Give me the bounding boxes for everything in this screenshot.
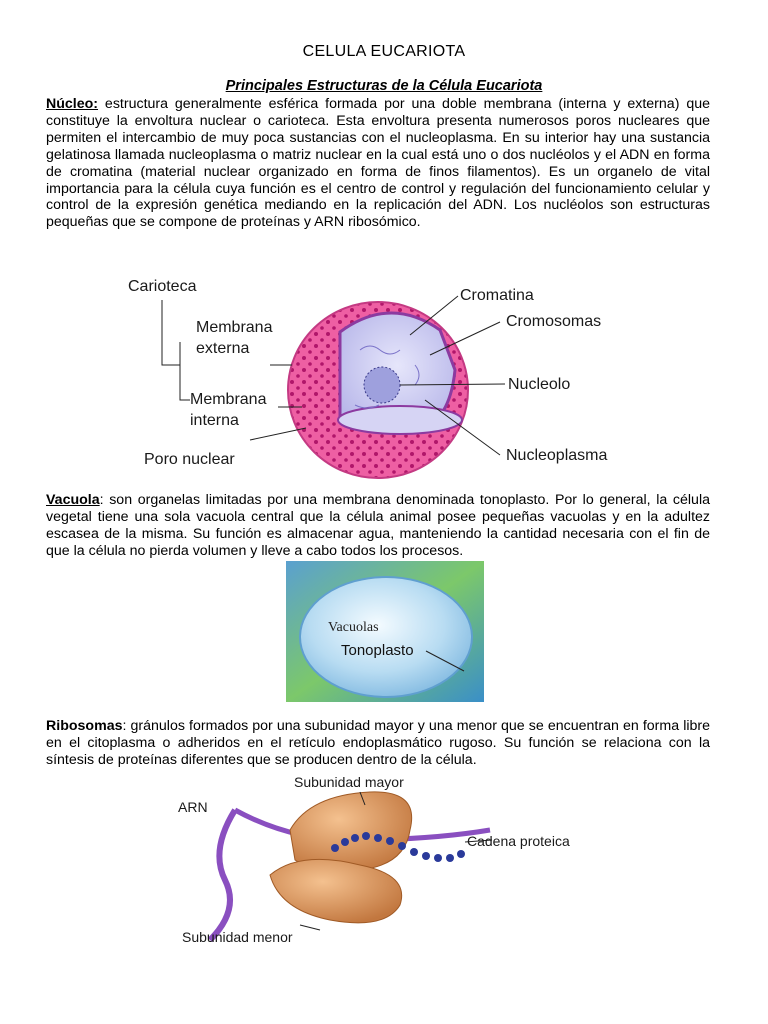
- label-vacuolas: Vacuolas: [328, 620, 379, 635]
- label-cadena-proteica: Cadena proteica: [467, 833, 570, 849]
- nucleo-term: Núcleo:: [46, 96, 99, 112]
- vacuola-text: : son organelas limitadas por una membrana denominada tonoplasto. Por lo general, la célula vegetal tiene una sola vacuola central que la célula animal posee pequeñas vacuolas y en la adultez escasea de la misma. Su función es almacenar agua, manteniendo la cantidad necesaria con el fin de que la célula no pierda volumen y lleve a cabo todos los procesos.: [46, 492, 710, 559]
- nucleus-diagram: [120, 270, 640, 485]
- label-carioteca: Carioteca: [128, 278, 197, 295]
- label-membrana-externa-2: externa: [196, 340, 250, 357]
- small-subunit: [270, 859, 402, 922]
- ribosomas-term: Ribosomas: [46, 718, 123, 734]
- label-cromosomas: Cromosomas: [506, 313, 602, 330]
- label-cromatina: Cromatina: [460, 287, 534, 304]
- label-arn: ARN: [178, 799, 208, 815]
- vacuole-bubble: [300, 577, 472, 697]
- nucleolus: [364, 367, 400, 403]
- label-subunidad-mayor: Subunidad mayor: [294, 774, 404, 790]
- label-nucleolo: Nucleolo: [508, 376, 571, 393]
- section-subtitle: Principales Estructuras de la Célula Eucariota: [225, 78, 543, 94]
- nucleoplasm-floor: [338, 406, 462, 434]
- page-title: CELULA EUCARIOTA: [302, 43, 466, 60]
- vacuola-term: Vacuola: [46, 492, 100, 508]
- ribosomas-paragraph: [46, 718, 710, 769]
- label-poro-nuclear: Poro nuclear: [144, 451, 235, 468]
- label-membrana-interna-2: interna: [190, 412, 239, 429]
- nucleo-paragraph: [46, 96, 710, 231]
- vacuole-image: [286, 561, 484, 702]
- ribosomas-text: : gránulos formados por una subunidad mayor y una menor que se encuentran en forma libre en el citoplasma o adheridos en el retículo endoplasmático rugoso. Su función se relaciona con la síntesis de proteínas diferentes que se producen dentro de la célula.: [46, 718, 710, 768]
- label-nucleoplasma: Nucleoplasma: [506, 447, 608, 464]
- large-subunit: [290, 792, 412, 870]
- label-membrana-externa-1: Membrana: [196, 319, 273, 336]
- rna-strand: [210, 810, 235, 940]
- vacuola-paragraph: [46, 492, 710, 560]
- label-tonoplasto: Tonoplasto: [341, 642, 414, 659]
- nucleo-text: estructura generalmente esférica formada por una doble membrana (interna y externa) que constituye la envoltura nuclear o carioteca. Esta envoltura presenta numerosos poros nucleares que permiten el intercambio de muy poca sustancias con el nucleoplasma. En su interior hay una sustancia gelatinosa llamada nucleoplasma o matriz nuclear en la cual está uno o dos nucléolos y el ADN en forma de cromatina (material nuclear organizado en forma de finos filamentos). Es un organelo de vital importancia para la célula cuya función es el centro de control y regulación del funcionamiento celular y control de la expresión genética mediando en la replicación del ADN. Los nucléolos son estructuras pequeñas que se compone de proteínas y ARN ribosómico.: [46, 96, 710, 231]
- label-membrana-interna-1: Membrana: [190, 391, 267, 408]
- label-subunidad-menor: Subunidad menor: [182, 929, 293, 945]
- ribosome-diagram: [170, 770, 620, 950]
